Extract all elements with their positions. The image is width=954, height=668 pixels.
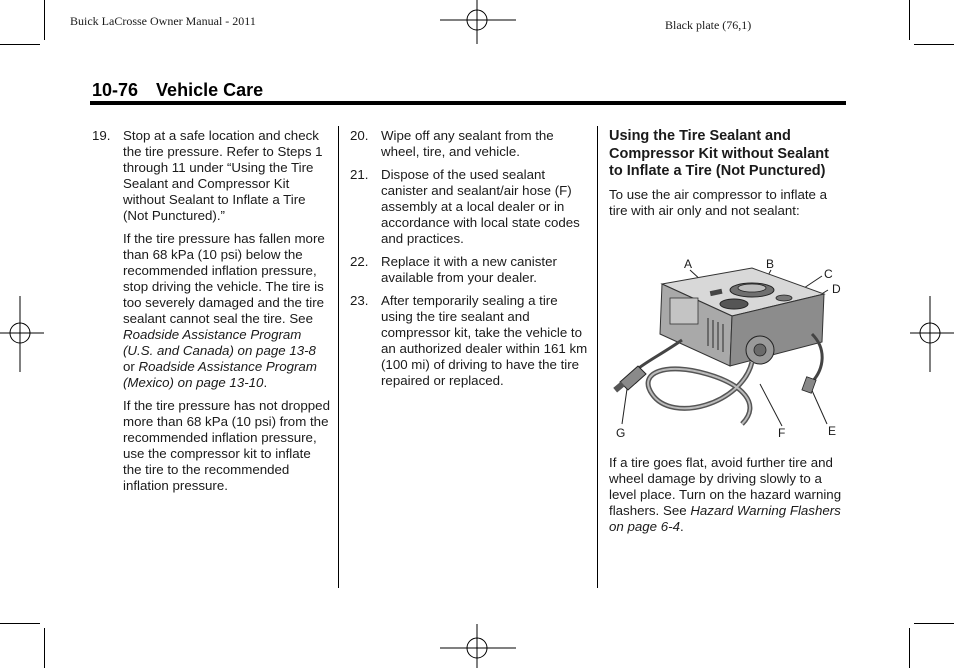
right-column xyxy=(609,128,845,219)
step-19 xyxy=(92,128,330,224)
step-text: After temporarily sealing a tire using the tire sealant and compressor kit, take the vehicle to an authorized dealer within 161 km (100 mi) of driving to have the tire repaired or replaced. xyxy=(381,293,588,388)
paragraph-text: If the tire pressure has fallen more than 68 kPa (10 psi) below the recommended inflation pressure, stop driving the vehicle. The tire is too severely damaged and the tire sealant cannot seal the tire. See xyxy=(123,231,325,326)
intro-paragraph: To use the air compressor to inflate a tire with air only and not sealant: xyxy=(609,186,828,218)
paragraph-text: If the tire pressure has not dropped more than 68 kPa (10 psi) from the recommended inflation pressure, use the compressor kit to inflate the tire to the recommended inflation pressure. xyxy=(123,398,330,493)
step-text: Wipe off any sealant from the wheel, tire, and vehicle. xyxy=(381,128,554,159)
cross-reference[interactable]: Roadside Assistance Program (Mexico) on page 13-10 xyxy=(123,359,317,390)
column-divider xyxy=(338,126,339,588)
paragraph xyxy=(92,231,330,391)
cross-reference[interactable]: Roadside Assistance Program (U.S. and Canada) on page 13-8 xyxy=(123,327,316,358)
crop-mark xyxy=(909,628,910,668)
paragraph-text: . xyxy=(263,375,268,390)
crop-mark xyxy=(0,623,40,624)
step-20 xyxy=(350,128,590,160)
step-21 xyxy=(350,167,590,247)
registration-mark-right xyxy=(910,296,954,372)
step-number: 21. xyxy=(350,167,369,182)
step-number: 20. xyxy=(350,128,369,143)
step-text: Replace it with a new canister available from your dealer. xyxy=(381,254,557,285)
crop-mark xyxy=(44,628,45,668)
heading-rule xyxy=(90,101,846,105)
figure-label-d: D xyxy=(832,282,841,296)
page-heading xyxy=(92,80,263,101)
section-subheading: Using the Tire Sealant and Compressor Kit without Sealant to Inflate a Tire (Not Punctured) xyxy=(609,128,829,179)
registration-mark-left xyxy=(0,296,44,372)
paragraph-text: or xyxy=(123,359,139,374)
step-text: Stop at a safe location and check the tire pressure. Refer to Steps 1 through 11 under “Using the Tire Sealant and Compressor Kit without Sealant to Inflate a Tire (Not Punctured).” xyxy=(123,128,323,223)
paragraph xyxy=(92,398,330,494)
figure-label-a: A xyxy=(684,257,693,271)
crop-mark xyxy=(909,0,910,40)
plate-label: Black plate (76,1) xyxy=(665,18,752,32)
crop-mark xyxy=(914,44,954,45)
figure-label-g: G xyxy=(616,426,626,440)
step-number: 22. xyxy=(350,254,369,269)
step-number: 19. xyxy=(92,128,111,143)
crop-mark xyxy=(0,44,40,45)
column-divider xyxy=(597,126,598,588)
section-title: Vehicle Care xyxy=(156,80,264,100)
paragraph xyxy=(609,455,845,535)
step-text: Dispose of the used sealant canister and sealant/air hose (F) assembly at a local dealer or in accordance with local state codes and practices. xyxy=(381,167,580,246)
crop-mark xyxy=(914,623,954,624)
figure-label-f: F xyxy=(778,426,786,440)
step-23 xyxy=(350,293,590,389)
figure-label-c: C xyxy=(824,267,833,281)
figure-label-e: E xyxy=(828,424,837,438)
registration-mark-bottom xyxy=(440,624,516,668)
crop-mark xyxy=(44,0,45,40)
figure-label-b: B xyxy=(766,257,775,271)
closing-paragraph xyxy=(609,455,845,535)
registration-mark-top xyxy=(440,0,516,44)
step-number: 23. xyxy=(350,293,369,308)
paragraph-text: . xyxy=(679,519,684,534)
compressor-kit-illustration xyxy=(612,254,842,444)
cross-reference[interactable]: Hazard Warning Flashers on page 6-4 xyxy=(609,503,841,534)
manual-title: Buick LaCrosse Owner Manual - 2011 xyxy=(70,14,256,28)
middle-column xyxy=(350,128,590,389)
step-22 xyxy=(350,254,590,286)
page-number: 10-76 xyxy=(92,80,139,100)
paragraph-text: If a tire goes flat, avoid further tire and wheel damage by driving slowly to a level place. Turn on the hazard warning flashers. See xyxy=(609,455,842,518)
left-column xyxy=(92,128,330,494)
